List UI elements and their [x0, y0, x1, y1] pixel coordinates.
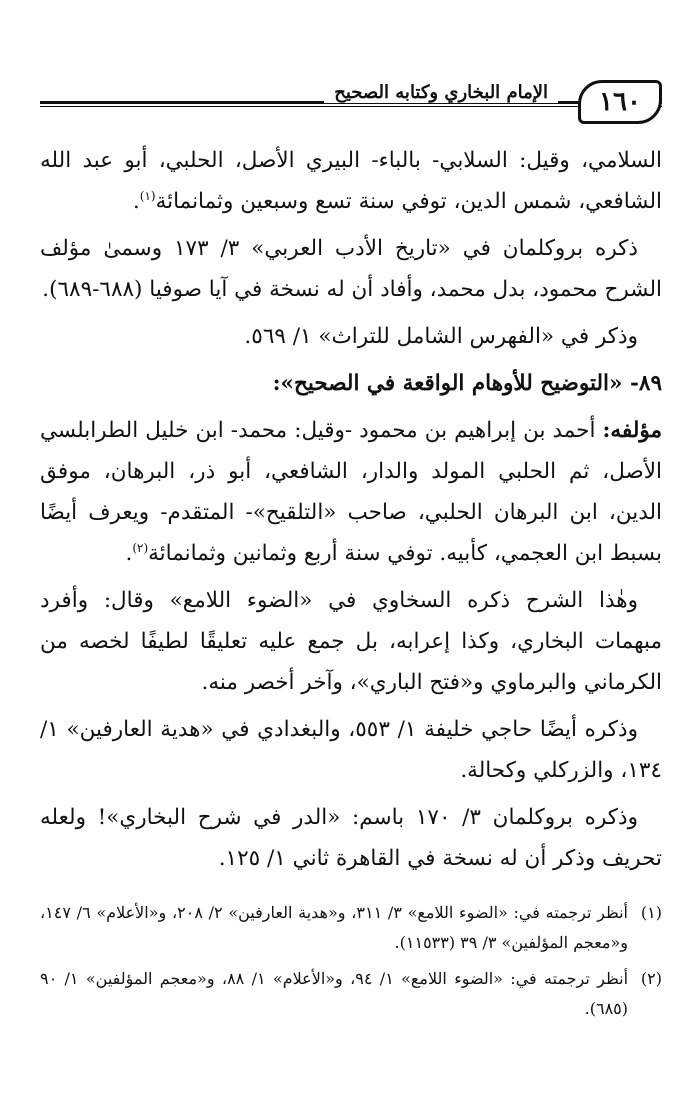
footnote-text: أنظر ترجمته في: «الضوء اللامع» ١/ ٩٤، و«الأعلام» ١/ ٨٨، و«معجم المؤلفين» ١/ ٩٠ (٦٨٥).: [40, 969, 629, 1018]
paragraph-4-end: .: [125, 541, 133, 566]
author-label: مؤلفه:: [602, 418, 662, 443]
footnote-number: (١): [640, 903, 662, 922]
paragraph-2: ذكره بروكلمان في «تاريخ الأدب العربي» ٣/ ١٧٣ وسمىٰ مؤلف الشرح محمود، بدل محمد، وأفاد أن له نسخة في آيا صوفيا (٦٨٨-٦٨٩).: [40, 236, 662, 302]
page-header: [40, 80, 662, 126]
entry-heading: ٨٩- «التوضيح للأوهام الواقعة في الصحيح»:: [272, 371, 662, 396]
footnotes: [40, 898, 662, 1030]
page-number: ١٦٠: [578, 80, 662, 124]
paragraph-5: وهٰذا الشرح ذكره السخاوي في «الضوء اللامع» وقال: وأفرد مبهمات البخاري، وكذا إعرابه، بل جمع عليه تعليقًا لطيفًا لخصه من الكرماني والبرماوي و«فتح الباري»، وآخر أخصر منه.: [40, 588, 662, 695]
paragraph-4-text: أحمد بن إبراهيم بن محمود -وقيل: محمد- ابن خليل الطرابلسي الأصل، ثم الحلبي المولد والدار، الشافعي، أبو ذر، البرهان، موفق الدين، ابن البرهان الحلبي، صاحب «التلقيح»- المتقدم- ويعرف أيضًا بسبط ابن العجمي، كأبيه. توفي سنة أربع وثمانين وثمانمائة: [40, 418, 662, 566]
paragraph-7: وذكره بروكلمان ٣/ ١٧٠ باسم: «الدر في شرح البخاري»! ولعله تحريف وذكر أن له نسخة في القاهرة ثاني ١/ ١٢٥.: [40, 805, 662, 871]
main-text: [40, 140, 662, 885]
paragraph-6: وذكره أيضًا حاجي خليفة ١/ ٥٥٣، والبغدادي في «هدية العارفين» ١/ ١٣٤، والزركلي وكحالة.: [40, 717, 662, 783]
footnote-number: (٢): [640, 969, 662, 988]
running-title: الإمام البخاري وكتابه الصحيح: [324, 82, 558, 103]
paragraph-3: وذكر في «الفهرس الشامل للتراث» ١/ ٥٦٩.: [244, 324, 638, 349]
footnote-1: [40, 898, 662, 958]
footnote-ref-1[interactable]: (١): [139, 188, 156, 203]
header-rule-thin: [40, 106, 662, 107]
paragraph-1: [40, 140, 662, 222]
footnote-text: أنظر ترجمته في: «الضوء اللامع» ٣/ ٣١١، و«هدية العارفين» ٢/ ٢٠٨، و«الأعلام» ٦/ ١٤٧، و«معجم المؤلفين» ٣/ ٣٩ (١١٥٣٣).: [40, 903, 629, 952]
footnote-2: [40, 964, 662, 1024]
book-page: [40, 0, 662, 1106]
paragraph-1-end: .: [132, 189, 140, 214]
footnote-ref-2[interactable]: (٢): [132, 540, 149, 555]
paragraph-1-text: السلامي، وقيل: السلابي- بالباء- البيري الأصل، الحلبي، أبو عبد الله الشافعي، شمس الدين، توفي سنة تسع وسبعين وثمانمائة: [40, 148, 662, 214]
paragraph-4: [40, 410, 662, 574]
